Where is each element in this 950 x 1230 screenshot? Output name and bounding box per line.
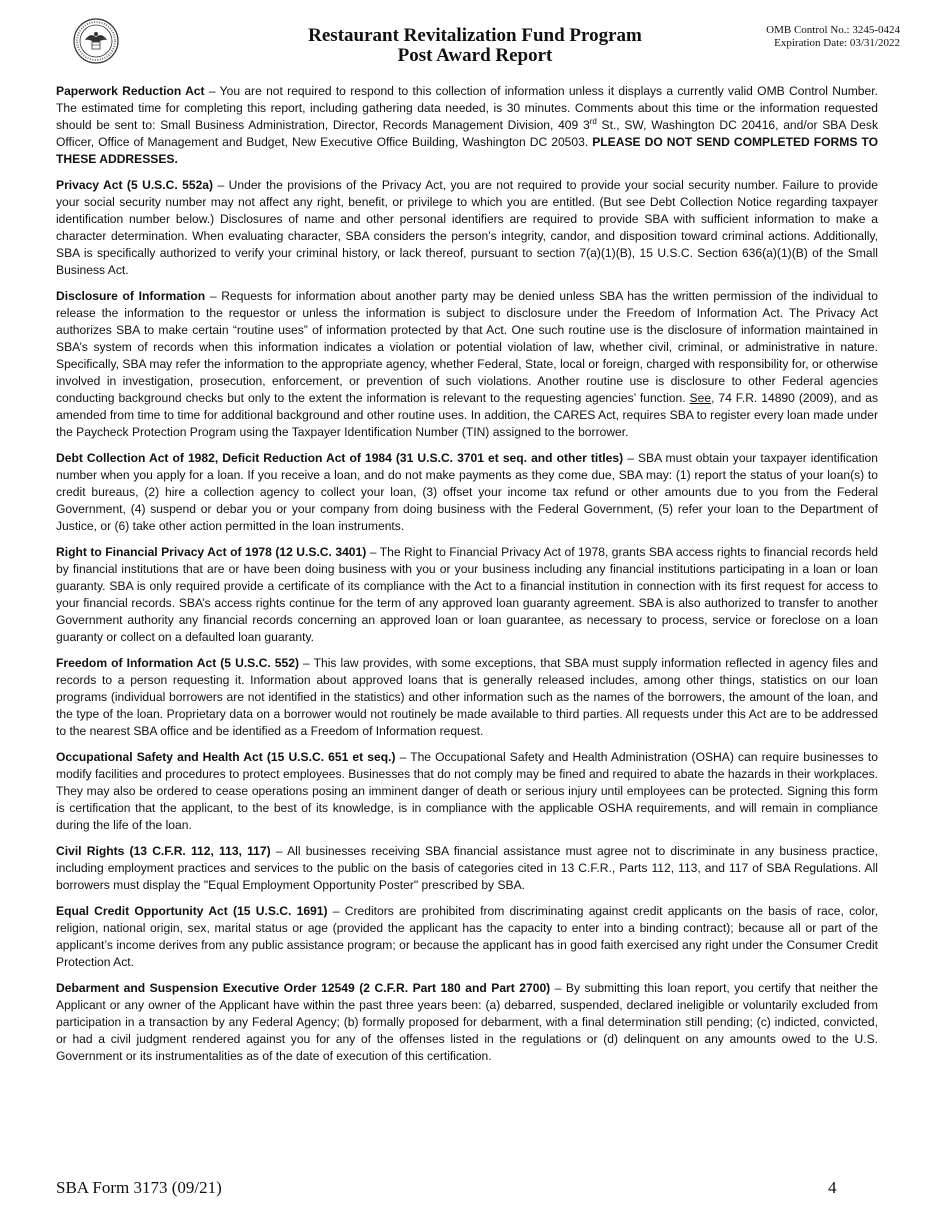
debarment-paragraph <box>56 980 878 1065</box>
omb-control-number: OMB Control No.: 3245-0424 <box>766 24 900 36</box>
ecoa-text: – Creditors are prohibited from discriminating against credit applicants on the basis of race, color, religion, national origin, sex, marital status or age (provided the applicant has the capacity to enter into a binding contract); because all or part of the applicant’s income derives from any public assistance program; or because the applicant has in good faith exercised any right under the Consumer Credit Protection Act. <box>56 904 878 969</box>
civil-rights-paragraph <box>56 843 878 894</box>
foia-text: – This law provides, with some exceptions, that SBA must supply information reflected in agency files and records to a person requesting it. Information about approved loans that is generally released includes, among other things, statistics on our loan programs (individual borrowers are not identified in the statistics) and other information such as the names of the borrowers, the amount of the loan, and the type of the loan. Proprietary data on a borrower would not routinely be made available to third parties. All requests under this Act are to be addressed to the nearest SBA office and be identified as a Freedom of Information request. <box>56 656 878 738</box>
privacy-text: – Under the provisions of the Privacy Act, you are not required to provide your social security number. Failure to provide your social security number may not affect any right, benefit, or privilege to which you are entitled. (But see Debt Collection Notice regarding taxpayer identification number below.) Disclosures of name and other personal identifiers are required to provide SBA with sufficient information to make a character determination. When evaluating character, SBA considers the person’s integrity, candor, and disposition toward criminal actions. Additionally, SBA is specifically authorized to verify your criminal history, or lack thereof, pursuant to section 7(a)(1)(B), 15 U.S.C. Section 636(a)(1)(B) of the Small Business Act. <box>56 178 878 277</box>
osha-text: – The Occupational Safety and Health Administration (OSHA) can require businesses to modify facilities and procedures to protect employees. Businesses that do not comply may be fined and required to abate the hazards in their workplaces. They may also be ordered to cease operations posing an imminent danger of death or serious injury until employees can be protected. Signing this form is certification that the applicant, to the best of its knowledge, is in compliance with the applicable OSHA requirements, and will remain in compliance during the life of the loan. <box>56 750 878 832</box>
civil-rights-text: – All businesses receiving SBA financial assistance must agree not to discriminate in any business practice, including employment practices and services to the public on the basis of categories cited in 13 C.F.R., Parts 112, 113, and 117 of SBA Regulations. All borrowers must display the "Equal Employment Opportunity Poster" prescribed by SBA. <box>56 844 878 892</box>
disclosure-paragraph <box>56 288 878 441</box>
omb-info <box>766 24 900 50</box>
page-header <box>0 0 950 70</box>
debarment-heading: Debarment and Suspension Executive Order 12549 (2 C.F.R. Part 180 and Part 2700) <box>56 981 551 995</box>
osha-paragraph <box>56 749 878 834</box>
page-number: 4 <box>828 1178 837 1197</box>
ordinal-superscript: rd <box>589 116 597 126</box>
debt-heading: Debt Collection Act of 1982, Deficit Reduction Act of 1984 (31 U.S.C. 3701 et seq. and other titles) <box>56 451 624 465</box>
report-subtitle: Post Award Report <box>397 45 553 66</box>
sba-seal-icon <box>73 18 119 64</box>
paperwork-reduction-paragraph <box>56 83 878 168</box>
privacy-heading: Privacy Act (5 U.S.C. 552a) <box>56 178 214 192</box>
paperwork-text-a: – You are not required to respond to this collection of information unless it displays a currently valid OMB Control Number. The estimated time for completing this report, including gathering data needed, is 30 minutes. Comments about this time or the information requested should be sent to: Small Business Administration, Director, Records Management Division, 409 3 <box>56 84 878 132</box>
foia-heading: Freedom of Information Act (5 U.S.C. 552) <box>56 656 299 670</box>
disclosure-text-b: , 74 F.R. 14890 (2009), and as amended from time to time for additional background and other routine uses. In addition, the CARES Act, requires SBA to register every loan made under the Paycheck Protection Program using the Taxpayer Identification Number (TIN) assigned to the borrower. <box>56 391 878 439</box>
debt-collection-paragraph <box>56 450 878 535</box>
civil-rights-heading: Civil Rights (13 C.F.R. 112, 113, 117) <box>56 844 271 858</box>
see-reference: See <box>689 391 712 405</box>
program-title: Restaurant Revitalization Fund Program <box>308 25 642 46</box>
expiration-date: Expiration Date: 03/31/2022 <box>774 37 900 49</box>
paperwork-warning: PLEASE DO NOT SEND COMPLETED FORMS TO THESE ADDRESSES. <box>56 135 879 166</box>
financial-privacy-text: – The Right to Financial Privacy Act of 1978, grants SBA access rights to financial records held by financial institutions that are or have been doing business with you or your business including any financial institutions participating in a loan or loan guaranty. SBA is only required provide a certificate of its compliance with the Act to a financial institution in connection with its first request for access to your financial records. SBA’s access rights continue for the term of any approved loan guaranty agreement. SBA is also authorized to transfer to another Government authority any financial records concerning an approved loan or loan guarantee, as necessary to process, service or foreclose on a loan guaranty or collect on a defaulted loan guaranty. <box>56 545 878 644</box>
paperwork-text-b: St., SW, Washington DC 20416, and/or SBA Desk Officer, Office of Management and Budget, New Executive Office Building, Washington DC 20503. <box>56 118 878 149</box>
notices-body <box>56 83 878 1074</box>
ecoa-heading: Equal Credit Opportunity Act (15 U.S.C. 1691) <box>56 904 328 918</box>
foia-paragraph <box>56 655 878 740</box>
financial-privacy-paragraph <box>56 544 878 646</box>
privacy-act-paragraph <box>56 177 878 279</box>
report-title <box>250 26 700 66</box>
form-identifier: SBA Form 3173 (09/21) <box>56 1178 222 1197</box>
financial-privacy-heading: Right to Financial Privacy Act of 1978 (12 U.S.C. 3401) <box>56 545 367 559</box>
ecoa-paragraph <box>56 903 878 971</box>
disclosure-text-a: – Requests for information about another party may be denied unless SBA has the written permission of the individual to release the information to the requestor or unless the information is subject to disclosure under the Freedom of Information Act. The Privacy Act authorizes SBA to make certain “routine uses” of information protected by that Act. One such routine use is the disclosure of information maintained in SBA’s system of records when this information indicates a violation or potential violation of law, whether civil, criminal, or administrative in nature. Specifically, SBA may refer the information to the appropriate agency, whether Federal, State, local or foreign, charged with responsibility for, or otherwise involved in investigation, prosecution, enforcement, or prevention of such violations. Another routine use is disclosure to other Federal agencies conducting background checks but only to the extent the information is relevant to the requesting agencies’ function. <box>56 289 879 405</box>
debt-text: – SBA must obtain your taxpayer identification number when you apply for a loan. If you receive a loan, and do not make payments as they come due, SBA may: (1) report the status of your loan(s) to credit bureaus, (2) hire a collection agency to collect your loan, (3) offset your income tax refund or other amounts due to you from the Federal Government, (4) suspend or debar you or your company from doing business with the Federal Government, (5) refer your loan to the Department of Justice, or (6) take other action permitted in the loan instruments. <box>56 451 879 533</box>
paperwork-heading: Paperwork Reduction Act <box>56 84 205 98</box>
debarment-text: – By submitting this loan report, you certify that neither the Applicant or any owner of the Applicant have within the past three years been: (a) debarred, suspended, declared ineligible or voluntarily excluded from participation in a transaction by any Federal Agency; (b) formally proposed for debarment, with a final determination still pending; (c) indicted, convicted, or had a civil judgment rendered against you for any of the offenses listed in the regulations or (d) delinquent on any amounts owed to the U.S. Government or its instrumentalities as of the date of execution of this certification. <box>56 981 878 1063</box>
osha-heading: Occupational Safety and Health Act (15 U.S.C. 651 et seq.) <box>56 750 396 764</box>
disclosure-heading: Disclosure of Information <box>56 289 206 303</box>
